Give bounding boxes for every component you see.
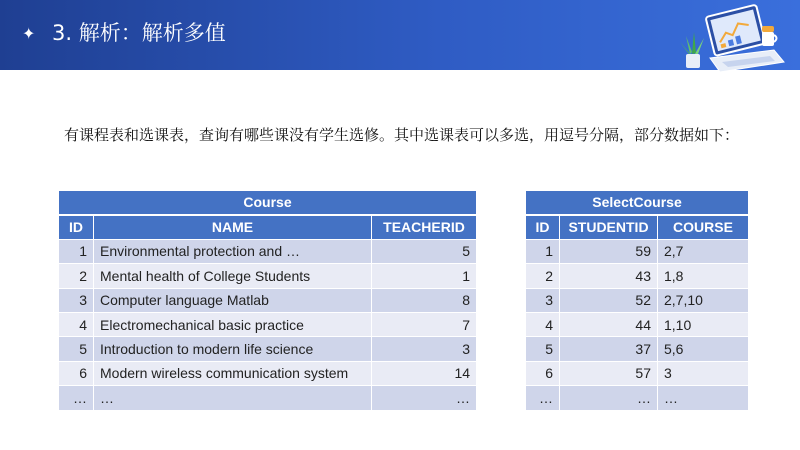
table-cell: 3 — [372, 337, 477, 361]
table-cell: … — [526, 386, 560, 410]
table-cell: 14 — [372, 361, 477, 385]
table-cell: … — [59, 386, 94, 410]
selectcourse-table-caption: SelectCourse — [526, 191, 749, 215]
table-cell: 44 — [560, 312, 658, 336]
table-row — [526, 288, 749, 312]
table-cell: Environmental protection and … — [94, 239, 372, 263]
table-cell: 6 — [526, 361, 560, 385]
column-header: ID — [526, 215, 560, 239]
column-header: TEACHERID — [372, 215, 477, 239]
table-cell: 1 — [526, 239, 560, 263]
table-cell: 8 — [372, 288, 477, 312]
column-header: STUDENTID — [560, 215, 658, 239]
table-row — [59, 386, 477, 410]
table-cell: 4 — [59, 312, 94, 336]
table-cell: 7 — [372, 312, 477, 336]
table-row — [59, 337, 477, 361]
table-cell: 5,6 — [658, 337, 749, 361]
table-row — [59, 312, 477, 336]
course-table — [58, 190, 477, 411]
table-cell: 3 — [526, 288, 560, 312]
course-header-row — [59, 215, 477, 239]
table-cell: 57 — [560, 361, 658, 385]
table-cell: 2,7 — [658, 239, 749, 263]
table-row — [59, 361, 477, 385]
table-cell: 4 — [526, 312, 560, 336]
page-title: 3. 解析：解析多值 — [52, 21, 226, 45]
table-cell: 2 — [526, 264, 560, 288]
column-header: COURSE — [658, 215, 749, 239]
column-header: NAME — [94, 215, 372, 239]
table-row — [526, 361, 749, 385]
selectcourse-header-row — [526, 215, 749, 239]
column-header: ID — [59, 215, 94, 239]
table-cell: … — [94, 386, 372, 410]
course-table-caption: Course — [59, 191, 477, 215]
table-cell: Electromechanical basic practice — [94, 312, 372, 336]
table-cell: Mental health of College Students — [94, 264, 372, 288]
plant-icon — [680, 32, 704, 68]
table-row — [59, 288, 477, 312]
table-cell: 37 — [560, 337, 658, 361]
table-row — [59, 264, 477, 288]
problem-description: 有课程表和选课表，查询有哪些课没有学生选修。其中选课表可以多选，用逗号分隔，部分数据如下： — [64, 126, 740, 144]
table-cell: 5 — [59, 337, 94, 361]
table-cell: 5 — [526, 337, 560, 361]
selectcourse-table — [525, 190, 749, 411]
table-cell: 1,10 — [658, 312, 749, 336]
table-row — [526, 386, 749, 410]
table-cell: 3 — [59, 288, 94, 312]
table-cell: Computer language Matlab — [94, 288, 372, 312]
table-cell: 2,7,10 — [658, 288, 749, 312]
table-row — [526, 312, 749, 336]
table-cell: 1 — [59, 239, 94, 263]
table-cell: 6 — [59, 361, 94, 385]
table-row — [526, 239, 749, 263]
table-cell: 5 — [372, 239, 477, 263]
table-row — [526, 337, 749, 361]
table-cell: … — [658, 386, 749, 410]
table-cell: Introduction to modern life science — [94, 337, 372, 361]
table-row — [59, 239, 477, 263]
laptop-illustration — [676, 2, 796, 78]
table-cell: Modern wireless communication system — [94, 361, 372, 385]
table-cell: 2 — [59, 264, 94, 288]
table-cell: … — [372, 386, 477, 410]
table-cell: 1 — [372, 264, 477, 288]
table-row — [526, 264, 749, 288]
table-cell: 43 — [560, 264, 658, 288]
table-cell: 1,8 — [658, 264, 749, 288]
table-cell: … — [560, 386, 658, 410]
table-cell: 59 — [560, 239, 658, 263]
table-cell: 3 — [658, 361, 749, 385]
coffee-cup-icon — [762, 26, 777, 46]
star-bullet-icon: ✦ — [22, 24, 36, 43]
table-cell: 52 — [560, 288, 658, 312]
